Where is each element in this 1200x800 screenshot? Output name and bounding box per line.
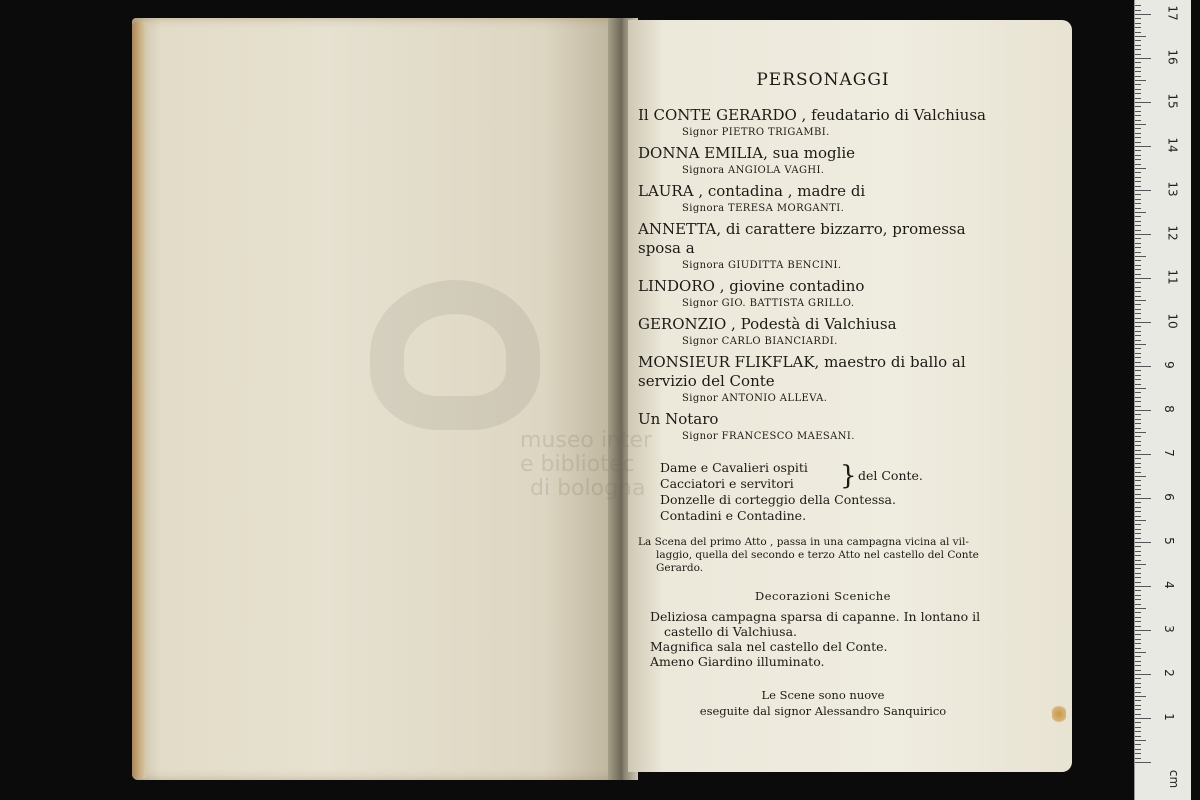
ruler-tick [1135, 564, 1146, 565]
ruler-tick [1135, 709, 1141, 710]
ruler-tick [1135, 133, 1141, 134]
ruler-tick [1135, 661, 1141, 662]
ruler-tick [1135, 494, 1141, 495]
ruler-tick [1135, 634, 1141, 635]
page-heading: PERSONAGGI [756, 70, 890, 90]
ruler-tick [1135, 595, 1141, 596]
ruler-tick [1135, 582, 1141, 583]
ruler-tick [1135, 282, 1141, 283]
ruler-tick [1135, 401, 1141, 402]
ruler-number: 10 [1165, 313, 1180, 329]
ruler-tick [1135, 172, 1141, 173]
ruler-tick [1135, 445, 1141, 446]
ruler-tick [1135, 234, 1151, 235]
ruler-tick [1135, 423, 1141, 424]
ruler-tick [1135, 265, 1141, 266]
ruler-tick [1135, 454, 1151, 455]
ruler-tick [1135, 542, 1151, 543]
ruler-number: 13 [1165, 181, 1180, 197]
ruler-tick [1135, 463, 1141, 464]
ruler-tick [1135, 683, 1141, 684]
ruler-tick [1135, 516, 1141, 517]
ruler-tick [1135, 656, 1141, 657]
character-role: LINDORO , giovine contadino [638, 277, 865, 295]
scene-note-line-2: laggio, quella del secondo e terzo Atto nel castello del Conte [656, 549, 979, 561]
ruler-tick [1135, 155, 1141, 156]
watermark-line-3: di bologna [530, 476, 646, 501]
ruler-tick [1135, 555, 1141, 556]
ruler-tick [1135, 502, 1141, 503]
ruler-tick [1135, 450, 1141, 451]
ruler-tick [1135, 137, 1141, 138]
ruler-tick [1135, 432, 1146, 433]
ruler-tick [1135, 27, 1141, 28]
ruler-tick [1135, 384, 1141, 385]
ruler-tick [1135, 150, 1141, 151]
character-performer: Signor ANTONIO ALLEVA. [682, 393, 828, 404]
ruler-tick [1135, 243, 1141, 244]
ruler-tick [1135, 458, 1141, 459]
ruler-tick [1135, 142, 1141, 143]
ruler-tick [1135, 472, 1141, 473]
ruler-tick [1135, 414, 1141, 415]
ruler-number: 11 [1165, 269, 1180, 285]
character-performer: Signor PIETRO TRIGAMBI. [682, 127, 830, 138]
ruler-number: 16 [1165, 49, 1180, 65]
character-performer: Signor GIO. BATTISTA GRILLO. [682, 298, 855, 309]
ruler-tick [1135, 98, 1141, 99]
character-role: Un Notaro [638, 410, 719, 428]
ruler-number: 17 [1165, 5, 1180, 21]
ruler-tick [1135, 714, 1141, 715]
ruler-tick [1135, 146, 1151, 147]
ruler-tick [1135, 630, 1151, 631]
ruler-tick [1135, 652, 1146, 653]
ruler-tick [1135, 388, 1146, 389]
ruler-tick [1135, 744, 1141, 745]
ruler-tick [1135, 326, 1141, 327]
ruler-tick [1135, 480, 1141, 481]
ruler-tick [1135, 476, 1146, 477]
ruler-tick [1135, 551, 1141, 552]
ruler-tick [1135, 533, 1141, 534]
brace-group [660, 460, 1008, 492]
ruler-tick [1135, 392, 1141, 393]
ruler-tick [1135, 93, 1141, 94]
page-stain [1052, 704, 1066, 724]
ruler-number: 15 [1165, 93, 1180, 109]
ruler-tick [1135, 489, 1141, 490]
ruler-tick [1135, 722, 1141, 723]
ruler-tick [1135, 120, 1141, 121]
ruler-tick [1135, 357, 1141, 358]
character-role: Il CONTE GERARDO , feudatario di Valchiusa [638, 106, 986, 124]
ruler-tick [1135, 617, 1141, 618]
ruler-tick [1135, 379, 1141, 380]
ruler-tick [1135, 573, 1141, 574]
ruler-tick [1135, 758, 1141, 759]
character-role: MONSIEUR FLIKFLAK, maestro di ballo al servizio del Conte [638, 353, 966, 390]
museum-watermark [330, 280, 653, 501]
character-performer: Signor FRANCESCO MAESANI. [682, 431, 855, 442]
brace-icon: } [840, 461, 857, 491]
ruler-tick [1135, 128, 1141, 129]
ruler-tick [1135, 291, 1141, 292]
ruler-tick [1135, 370, 1141, 371]
scenes-credit [638, 687, 1008, 719]
ruler-tick [1135, 560, 1141, 561]
ruler-tick [1135, 269, 1141, 270]
ruler-tick [1135, 40, 1141, 41]
ruler-tick [1135, 344, 1146, 345]
extras-brace-line-2: Cacciatori e servitori [660, 476, 794, 491]
ruler-tick [1135, 23, 1141, 24]
ruler-tick [1135, 353, 1141, 354]
ruler-tick [1135, 313, 1141, 314]
ruler-tick [1135, 106, 1141, 107]
ruler-tick [1135, 186, 1141, 187]
ruler-tick [1135, 194, 1141, 195]
ruler-tick [1135, 296, 1141, 297]
ruler-tick [1135, 529, 1141, 530]
character-role: LAURA , contadina , madre di [638, 182, 866, 200]
decoration-item: Ameno Giardino illuminato. [650, 654, 825, 669]
ruler-number: 3 [1161, 625, 1176, 633]
extras-brace-line-1: Dame e Cavalieri ospiti [660, 460, 808, 475]
ruler-tick [1135, 124, 1146, 125]
ruler-tick [1135, 485, 1141, 486]
ruler-tick [1135, 608, 1146, 609]
ruler-tick [1135, 700, 1141, 701]
ruler-tick [1135, 10, 1141, 11]
ruler-number: 6 [1161, 493, 1176, 501]
character-performer: Signora TERESA MORGANTI. [682, 203, 845, 214]
ruler-number: 12 [1165, 225, 1180, 241]
decoration-item-cont: castello di Valchiusa. [664, 624, 798, 639]
ruler-unit: cm [1167, 769, 1182, 789]
extras-line-1: Donzelle di corteggio della Contessa. [660, 492, 896, 507]
character-performer: Signora GIUDITTA BENCINI. [682, 260, 842, 271]
ruler-tick [1135, 648, 1141, 649]
brace-label: del Conte. [858, 468, 923, 483]
ruler-tick [1135, 256, 1146, 257]
ruler-number: 1 [1161, 713, 1176, 721]
extras-block [660, 460, 1008, 524]
ruler-tick [1135, 62, 1141, 63]
ruler-tick [1135, 366, 1151, 367]
ruler-tick [1135, 260, 1141, 261]
ruler-tick [1135, 322, 1151, 323]
ruler-tick [1135, 599, 1141, 600]
ruler-tick [1135, 621, 1141, 622]
ruler-tick [1135, 238, 1141, 239]
ruler-tick [1135, 164, 1141, 165]
ruler-tick [1135, 278, 1151, 279]
ruler-tick [1135, 731, 1141, 732]
ruler-tick [1135, 727, 1141, 728]
ruler-tick [1135, 14, 1151, 15]
ruler-tick [1135, 168, 1146, 169]
decoration-item: Magnifica sala nel castello del Conte. [650, 639, 888, 654]
ruler-tick [1135, 208, 1141, 209]
ruler-tick [1135, 428, 1141, 429]
character-role: GERONZIO , Podestà di Valchiusa [638, 315, 897, 333]
scene-note-line-1: La Scena del primo Atto , passa in una campagna vicina al vil- [638, 536, 969, 548]
ruler-number: 8 [1161, 405, 1176, 413]
ruler-tick [1135, 639, 1141, 640]
watermark-line-1: museo inter [520, 428, 653, 453]
ruler-tick [1135, 670, 1141, 671]
ruler-tick [1135, 18, 1141, 19]
character-performer: Signor CARLO BIANCIARDI. [682, 336, 838, 347]
ruler-tick [1135, 49, 1141, 50]
ruler-tick [1135, 705, 1141, 706]
ruler-number: 9 [1161, 361, 1176, 369]
ruler-tick [1135, 221, 1141, 222]
ruler-tick [1135, 762, 1151, 763]
ruler-tick [1135, 247, 1141, 248]
ruler-tick [1135, 199, 1141, 200]
ruler-tick [1135, 643, 1141, 644]
ruler-tick [1135, 304, 1141, 305]
ruler-number: 2 [1161, 669, 1176, 677]
decorations-title: Decorazioni Sceniche [754, 589, 891, 603]
extras-line-2: Contadini e Contadine. [660, 508, 807, 523]
ruler-tick [1135, 718, 1151, 719]
character-role: DONNA EMILIA, sua moglie [638, 144, 856, 162]
watermark-line-2: e bibliotec [520, 452, 635, 477]
ruler-tick [1135, 32, 1141, 33]
ruler-tick [1135, 318, 1141, 319]
ruler-tick [1135, 375, 1141, 376]
ruler-tick [1135, 397, 1141, 398]
ruler-tick [1135, 586, 1151, 587]
ruler-tick [1135, 177, 1141, 178]
decoration-item: Deliziosa campagna sparsa di capanne. In lontano il [650, 609, 981, 624]
ruler-tick [1135, 348, 1141, 349]
ruler-tick [1135, 524, 1141, 525]
scene-note [638, 536, 1008, 575]
ruler-tick [1135, 102, 1151, 103]
ruler-tick [1135, 5, 1141, 6]
ruler-tick [1135, 89, 1141, 90]
ruler-tick [1135, 190, 1151, 191]
watermark-logo-icon [370, 280, 540, 430]
ruler-number: 14 [1165, 137, 1180, 153]
ruler-tick [1135, 287, 1141, 288]
ruler-tick [1135, 67, 1141, 68]
ruler-tick [1135, 538, 1141, 539]
ruler-tick [1135, 340, 1141, 341]
ruler-tick [1135, 626, 1141, 627]
ruler-tick [1135, 507, 1141, 508]
ruler-tick [1135, 331, 1141, 332]
ruler-tick [1135, 181, 1141, 182]
ruler-tick [1135, 511, 1141, 512]
ruler-number: 5 [1161, 537, 1176, 545]
character-performer: Signora ANGIOLA VAGHI. [682, 165, 825, 176]
ruler-tick [1135, 115, 1141, 116]
ruler-tick [1135, 76, 1141, 77]
ruler-tick [1135, 696, 1146, 697]
ruler-tick [1135, 309, 1141, 310]
ruler-tick [1135, 568, 1141, 569]
ruler-tick [1135, 612, 1141, 613]
ruler-tick [1135, 687, 1141, 688]
ruler-tick [1135, 203, 1141, 204]
ruler-tick [1135, 410, 1151, 411]
ruler-tick [1135, 84, 1141, 85]
ruler-tick [1135, 441, 1141, 442]
ruler-tick [1135, 230, 1141, 231]
ruler-tick [1135, 362, 1141, 363]
ruler-tick [1135, 753, 1141, 754]
character-role: ANNETTA, di carattere bizzarro, promessa sposa a [638, 220, 966, 257]
ruler-tick [1135, 274, 1141, 275]
ruler-tick [1135, 520, 1146, 521]
ruler-tick [1135, 577, 1141, 578]
ruler-tick [1135, 419, 1141, 420]
ruler-tick [1135, 546, 1141, 547]
ruler-tick [1135, 678, 1141, 679]
ruler-tick [1135, 225, 1141, 226]
ruler-tick [1135, 674, 1151, 675]
ruler-tick [1135, 300, 1146, 301]
ruler-tick [1135, 159, 1141, 160]
scenes-credit-line-1: Le Scene sono nuove [761, 688, 885, 702]
left-page-edge [132, 22, 146, 778]
ruler-tick [1135, 58, 1151, 59]
ruler-tick [1135, 736, 1141, 737]
characters-list [638, 106, 1008, 444]
ruler-tick [1135, 212, 1146, 213]
ruler-tick [1135, 111, 1141, 112]
decorations-list [638, 609, 1008, 669]
ruler-tick [1135, 45, 1141, 46]
scene-note-line-3: Gerardo. [656, 562, 704, 574]
ruler-tick [1135, 590, 1141, 591]
ruler-tick [1135, 498, 1151, 499]
ruler-tick [1135, 692, 1141, 693]
measurement-ruler [1134, 0, 1191, 800]
personaggi-text [638, 70, 1008, 719]
ruler-tick [1135, 36, 1146, 37]
ruler-tick [1135, 604, 1141, 605]
ruler-tick [1135, 252, 1141, 253]
ruler-tick [1135, 335, 1141, 336]
scenes-credit-line-2: eseguite dal signor Alessandro Sanquirico [699, 704, 947, 718]
ruler-tick [1135, 54, 1141, 55]
ruler-tick [1135, 740, 1146, 741]
ruler-tick [1135, 71, 1141, 72]
ruler-number: 4 [1161, 581, 1176, 589]
ruler-tick [1135, 216, 1141, 217]
ruler-tick [1135, 80, 1146, 81]
ruler-tick [1135, 406, 1141, 407]
ruler-number: 7 [1161, 449, 1176, 457]
ruler-tick [1135, 436, 1141, 437]
ruler-tick [1135, 749, 1141, 750]
ruler-tick [1135, 467, 1141, 468]
ruler-tick [1135, 665, 1141, 666]
